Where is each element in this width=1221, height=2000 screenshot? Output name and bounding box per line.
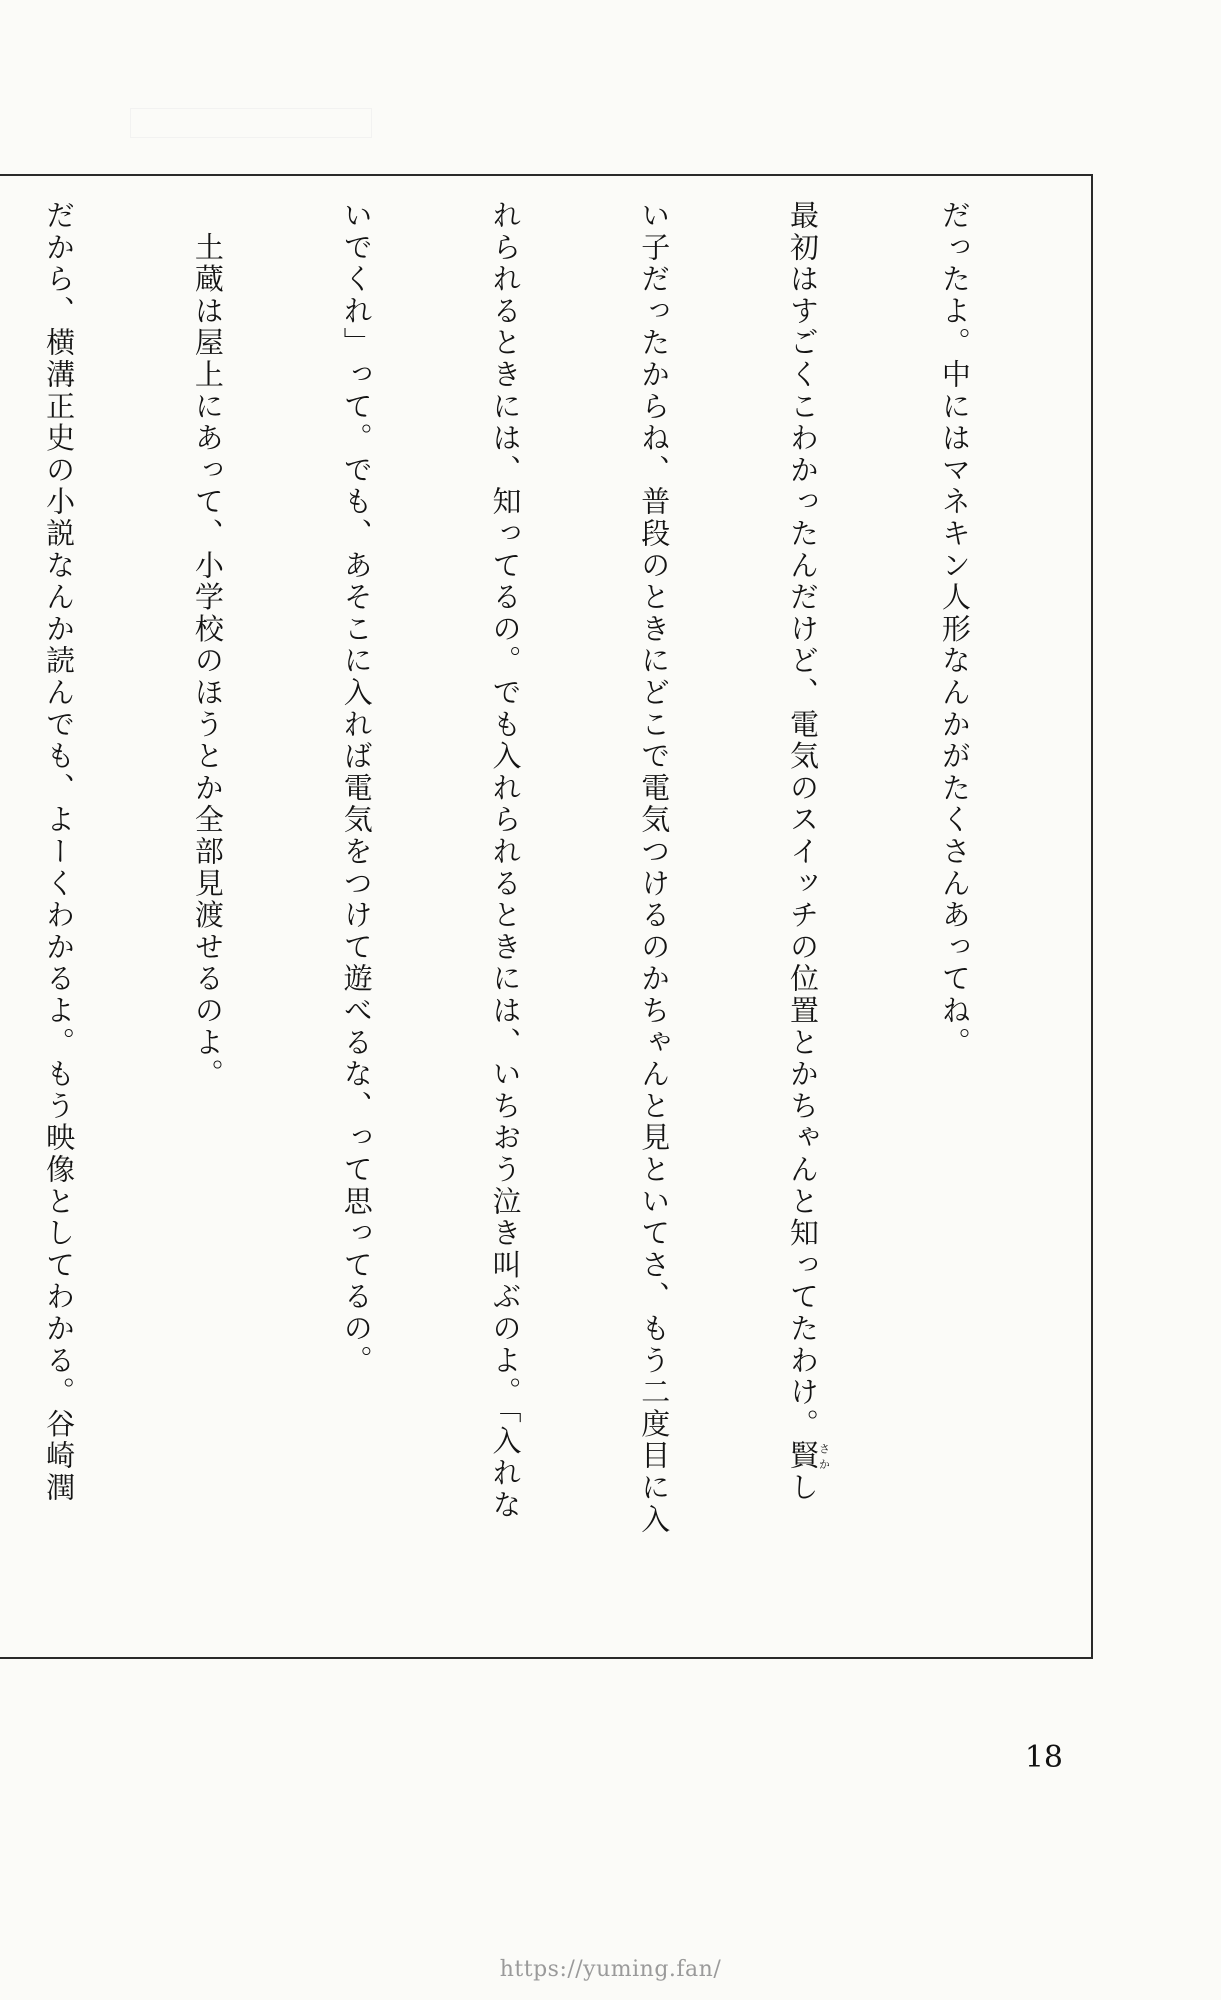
text-line-2: [777, 200, 830, 1640]
ruby-base: 賢: [786, 1440, 821, 1473]
ruby-word: [786, 1440, 831, 1473]
vertical-text: [42, 200, 1078, 1640]
text-line-7: だから、横溝正史の小説なんか読んでも、よーくわかるよ。もう映像としてわかる。谷崎潤: [42, 200, 77, 1504]
text-line-4: れられるときには、知ってるの。でも入れられるときには、いちおう泣き叫ぶのよ。「入れな: [488, 200, 523, 1522]
text-line-2-main: 最初はすごくこわかったんだけど、電気のスイッチの位置とかちゃんと知ってたわけ。: [786, 200, 821, 1441]
text-line-3: い子だったからね、普段のときにどこで電気つけるのかちゃんと見といてさ、もう二度目に入: [637, 200, 672, 1536]
page-number: 18: [1024, 1740, 1063, 1775]
text-line-1: だったよ。中にはマネキン人形なんかがたくさんあってね。: [937, 200, 972, 1059]
text-line-2-tail: し: [786, 1472, 821, 1504]
text-line-6-content: 土蔵は屋上にあって、小学校のほうとか全部見渡せるのよ。: [190, 231, 225, 1091]
ruby-reading: さか: [817, 1440, 831, 1473]
faint-header-mark: [130, 108, 372, 138]
watermark-url: https://yuming.fan/: [499, 1957, 722, 1982]
text-line-5: いでくれ」って。でも、あそこに入れば電気をつけて遊べるな、って思ってるの。: [339, 200, 374, 1377]
body-text: [42, 200, 1078, 1640]
text-line-6: [182, 200, 232, 1640]
